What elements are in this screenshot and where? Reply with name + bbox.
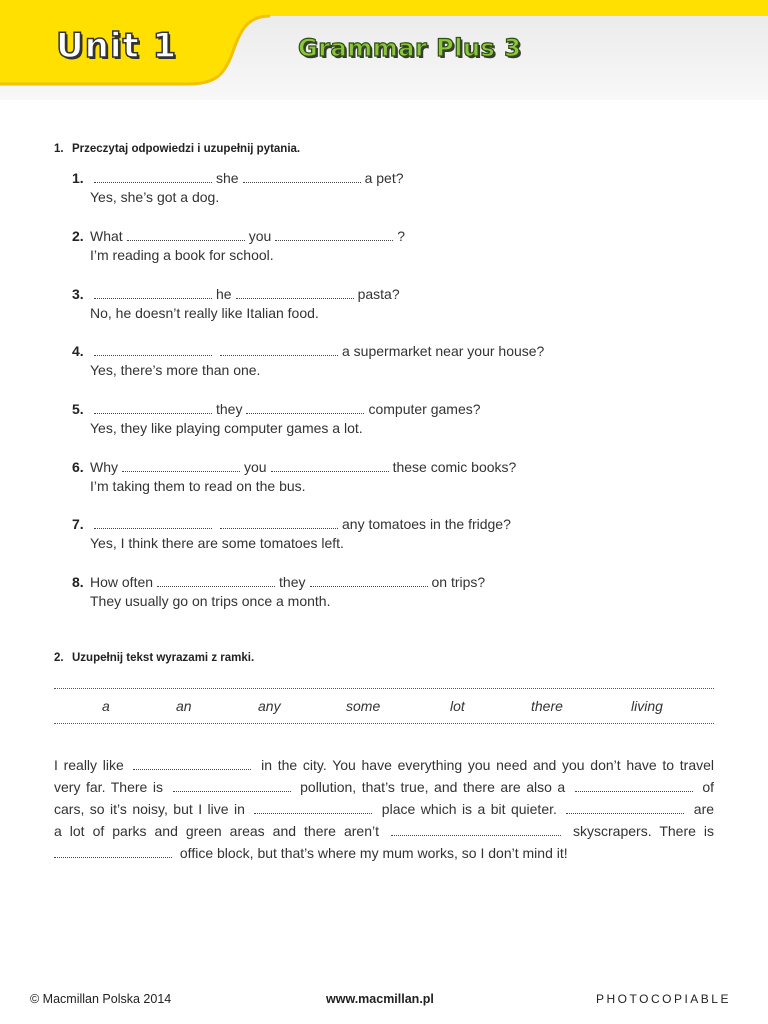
question-item [72,458,516,496]
question-text: he [216,286,232,302]
answer-text: Yes, she’s got a dog. [90,189,220,205]
exercise-1-instruction: Przeczytaj odpowiedzi i uzupełnij pytania. [72,143,301,155]
paragraph-line [54,798,714,820]
footer-website-link[interactable]: www.macmillan.pl [326,992,434,1006]
word-box [54,688,714,724]
answer-blank[interactable] [94,401,212,414]
question-text: What [90,228,123,244]
word-box-item: an [176,698,192,714]
worksheet-title: Grammar Plus 3 [298,34,522,62]
answer-text: Yes, they like playing computer games a lot. [90,420,363,436]
paragraph-text: office block, but that’s where my mum works, so I don’t mind it! [179,845,568,861]
answer-blank[interactable] [275,228,393,241]
word-box-item: lot [450,698,465,714]
text-blank[interactable] [54,845,172,858]
question-item [72,342,544,380]
question-text: you [244,459,267,475]
gap-fill-paragraph [54,754,714,864]
paragraph-text: a lot of parks and green areas and there aren’t [54,823,379,839]
answer-blank[interactable] [236,286,354,299]
question-text: these comic books? [392,459,517,475]
item-number: 8. [72,574,84,590]
unit-title: Unit 1 [56,26,178,66]
item-number: 2. [72,228,84,244]
answer-text: I’m reading a book for school. [90,247,274,263]
answer-blank[interactable] [220,343,338,356]
paragraph-text: are [693,801,715,817]
exercise-1-number: 1. [54,143,64,155]
word-box-item: living [631,698,663,714]
text-blank[interactable] [575,779,693,792]
question-text: How often [90,574,154,590]
exercise-2-heading [54,652,254,664]
paragraph-line [54,842,714,864]
item-number: 4. [72,343,84,359]
exercise-2-number: 2. [54,652,64,664]
exercise-1-heading [54,143,300,155]
answer-blank[interactable] [122,459,240,472]
question-item [72,515,511,553]
paragraph-text: place which is a bit quieter. [381,801,557,817]
footer-copyright: © Macmillan Polska 2014 [30,992,172,1006]
question-text: Why [90,459,118,475]
paragraph-text: of [702,779,715,795]
paragraph-line [54,820,714,842]
paragraph-line [54,754,714,776]
item-number: 1. [72,170,84,186]
item-number: 6. [72,459,84,475]
answer-blank[interactable] [220,516,338,529]
question-text: any tomatoes in the fridge? [342,516,511,532]
text-blank[interactable] [133,757,251,770]
answer-blank[interactable] [243,170,361,183]
text-blank[interactable] [391,823,561,836]
page-header [0,0,768,100]
paragraph-text: skyscrapers. There is [573,823,715,839]
answer-blank[interactable] [271,459,389,472]
paragraph-text: cars, so it’s noisy, but I live in [54,801,245,817]
question-text: you [248,228,272,244]
item-number: 5. [72,401,84,417]
question-item [72,400,481,438]
text-blank[interactable] [566,801,684,814]
paragraph-text: pollution, that’s true, and there are also a [300,779,566,795]
question-text: they [216,401,243,417]
answer-text: Yes, there’s more than one. [90,362,261,378]
answer-text: I’m taking them to read on the bus. [90,478,306,494]
answer-text: No, he doesn’t really like Italian food. [90,305,319,321]
text-blank[interactable] [254,801,372,814]
question-text: pasta? [357,286,400,302]
item-number: 3. [72,286,84,302]
item-number: 7. [72,516,84,532]
answer-blank[interactable] [157,574,275,587]
question-item [72,573,485,611]
answer-blank[interactable] [94,286,212,299]
answer-blank[interactable] [94,170,212,183]
paragraph-line [54,776,714,798]
answer-blank[interactable] [310,574,428,587]
paragraph-text: very far. There is [54,779,163,795]
question-text: she [216,170,239,186]
question-text: a supermarket near your house? [342,343,545,359]
question-text: computer games? [368,401,481,417]
question-text: they [279,574,306,590]
footer-photocopiable-label: PHOTOCOPIABLE [596,992,731,1006]
question-text: ? [397,228,406,244]
exercise-2-instruction: Uzupełnij tekst wyrazami z ramki. [72,652,255,664]
question-text: on trips? [431,574,486,590]
paragraph-text: I really like [54,757,124,773]
word-box-item: any [258,698,281,714]
question-item [72,285,400,323]
text-blank[interactable] [173,779,291,792]
question-item [72,169,404,207]
answer-blank[interactable] [94,516,212,529]
word-box-item: a [102,698,110,714]
word-box-item: some [346,698,381,714]
question-item [72,227,405,265]
answer-blank[interactable] [127,228,245,241]
question-text: a pet? [364,170,404,186]
word-box-item: there [531,698,563,714]
answer-text: They usually go on trips once a month. [90,593,331,609]
paragraph-text: in the city. You have everything you need and you don’t have to travel [261,757,715,773]
answer-blank[interactable] [94,343,212,356]
answer-blank[interactable] [246,401,364,414]
answer-text: Yes, I think there are some tomatoes left. [90,535,344,551]
